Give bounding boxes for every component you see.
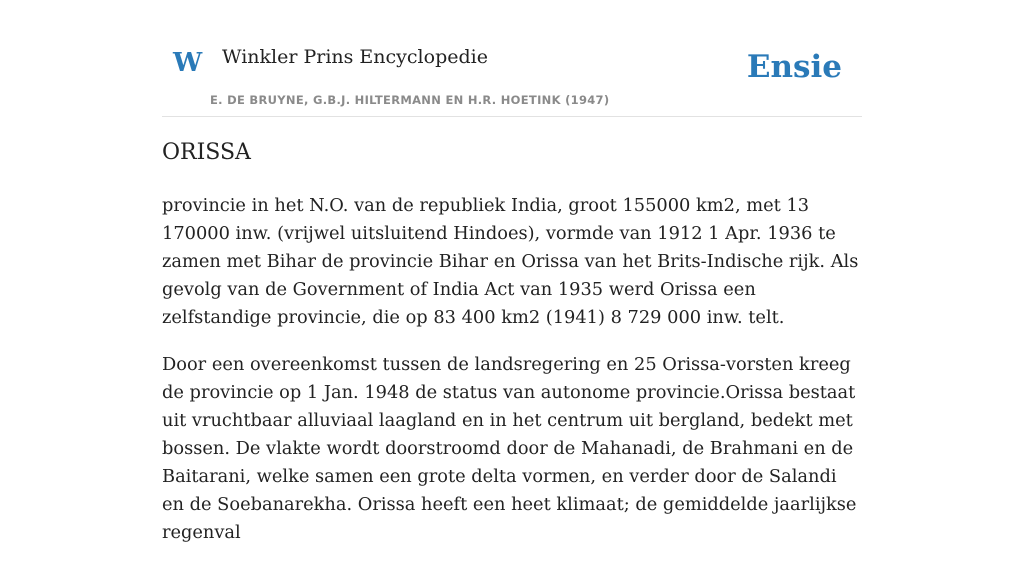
- ensie-logo[interactable]: Ensie: [746, 49, 842, 85]
- page-header: [162, 0, 862, 117]
- publication-authors: E. DE BRUYNE, G.B.J. HILTERMANN EN H.R. HOETINK (1947): [210, 93, 610, 107]
- entry-body: [162, 192, 862, 566]
- publication-title[interactable]: Winkler Prins Encyclopedie: [222, 46, 488, 68]
- entry-paragraph: Door een overeenkomst tussen de landsregering en 25 Orissa-vorsten kreeg de provincie op 1 Jan. 1948 de status van autonome provincie.Orissa bestaat uit vruchtbaar alluviaal laagland en in het centrum uit bergland, bedekt met bossen. De vlakte wordt doorstroomd door de Mahanadi, de Brahmani en de Baitarani, welke samen een grote delta vormen, en verder door de Salandi en de Soebanarekha. Orissa heeft een heet klimaat; de gemiddelde jaarlijkse regenval: [162, 354, 857, 543]
- entry-title: ORISSA: [162, 140, 251, 165]
- winkler-prins-logo[interactable]: W: [173, 48, 203, 78]
- entry-paragraph: provincie in het N.O. van de republiek India, groot 155000 km2, met 13 170000 inw. (vrijwel uitsluitend Hindoes), vormde van 1912 1 Apr. 1936 te zamen met Bihar de provincie Bihar en Orissa van het Brits-Indische rijk. Als gevolg van de Government of India Act van 1935 werd Orissa een zelfstandige provincie, die op 83 400 km2 (1941) 8 729 000 inw. telt.: [162, 195, 859, 328]
